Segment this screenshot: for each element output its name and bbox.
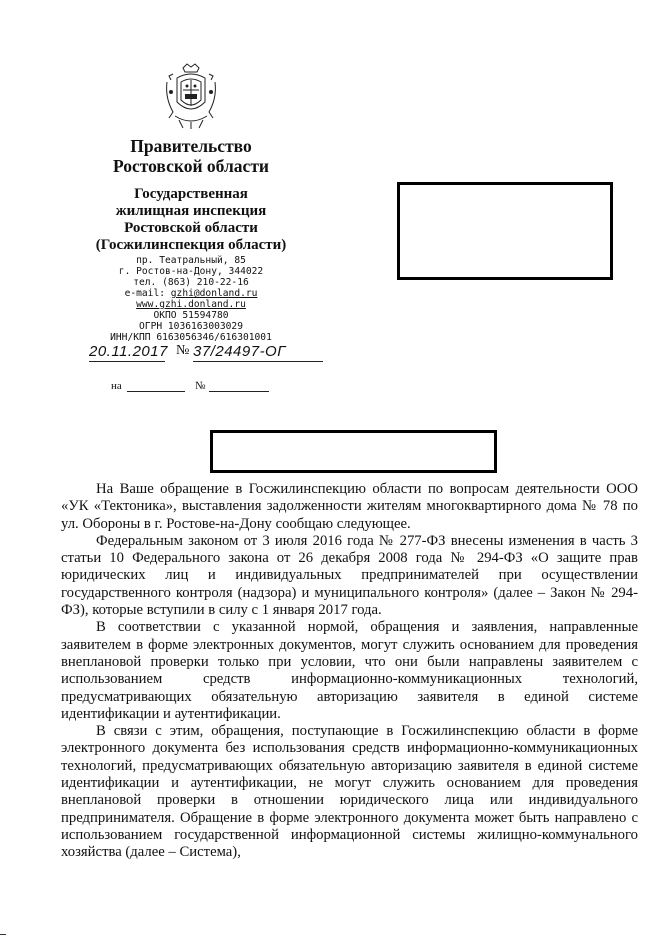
redacted-addressee-box [397, 182, 613, 280]
contact-okpo: ОКПО 51594780 [153, 310, 229, 321]
contact-email-row [83, 288, 299, 299]
body-paragraph-3: В соответствии с указанной нормой, обращения и заявления, направленные заявителем в форме электронных документов, могут служить основанием для проведения внеплановой проверки только при условии, что они были направлены заявителем с использованием средств информационно-коммуникационных технологий, предусматривающих обязательную авторизацию заявителя в единой системе идентификации и аутентификации. [61, 619, 638, 722]
agency-name-line1: Государственная [134, 186, 248, 202]
outgoing-date: 20.11.2017 [89, 343, 168, 360]
contact-city: г. Ростов-на-Дону, 344022 [118, 266, 264, 277]
emblem-icon [163, 62, 219, 130]
reference-line [111, 380, 281, 394]
org-name-line1: Правительство [130, 136, 252, 156]
agency-name-line3: Ростовской области [124, 220, 258, 236]
agency-name [83, 186, 299, 254]
contact-phone: тел. (863) 210-22-16 [133, 277, 249, 288]
redacted-salutation-box [210, 430, 497, 473]
reference-date-blank [127, 391, 185, 392]
org-name-line2: Ростовской области [112, 156, 270, 176]
contact-email-label: e-mail: [124, 288, 171, 299]
letterhead-organization [83, 136, 299, 254]
outgoing-number-line [193, 361, 323, 362]
reference-number-sign: № [195, 380, 206, 392]
contact-inn-kpp: ИНН/КПП 6163056346/616301001 [110, 332, 272, 343]
contact-address: пр. Театральный, 85 [136, 255, 246, 266]
contact-ogrn: ОГРН 1036163003029 [139, 321, 243, 332]
margin-tick [0, 934, 6, 935]
letterhead-contacts [83, 255, 299, 343]
outgoing-registration [89, 343, 329, 365]
agency-name-line2: жилищная инспекция [115, 203, 267, 219]
body-paragraph-1: На Ваше обращение в Госжилинспекцию области по вопросам деятельности ООО «УК «Тектоника», выставления задолженности жителям многоквартирного дома № 78 по ул. Обороны в г. Ростове-на-Дону сообщаю следующее. [61, 481, 638, 532]
contact-website-link[interactable]: www.gzhi.donland.ru [136, 299, 246, 310]
outgoing-number: 37/24497-ОГ [193, 343, 286, 360]
agency-name-line4: (Госжилинспекция области) [95, 237, 287, 253]
contact-email-link[interactable]: gzhi@donland.ru [170, 288, 258, 299]
outgoing-date-line [89, 361, 165, 362]
reference-number-blank [209, 391, 269, 392]
reference-na-label: на [111, 380, 122, 392]
body-paragraph-4: В связи с этим, обращения, поступающие в Госжилинспекцию области в форме электронного документа без использования средств информационно-коммуникационных технологий, предусматривающих обязательную авторизацию заявителя в единой системе идентификации и аутентификации, не могут служить основанием для проведения внеплановой проверки в отношении юридического лица или индивидуального предпринимателя. Обращение в форме электронного документа может быть направлено с использованием государственной информационной системы жилищно-коммунального хозяйства (далее – Система), [61, 723, 638, 861]
body-paragraph-2: Федеральным законом от 3 июля 2016 года № 277-ФЗ внесены изменения в часть 3 статьи 10 Федерального закона от 26 декабря 2008 года № 294-ФЗ «О защите прав юридических лиц и индивидуальных предпринимателей при осуществлении государственного контроля (надзора) и муниципального контроля» (далее – Закон № 294-ФЗ), которые вступили в силу с 1 января 2017 года. [61, 532, 638, 619]
outgoing-number-sign: № [176, 343, 190, 358]
letter-body [61, 481, 638, 862]
